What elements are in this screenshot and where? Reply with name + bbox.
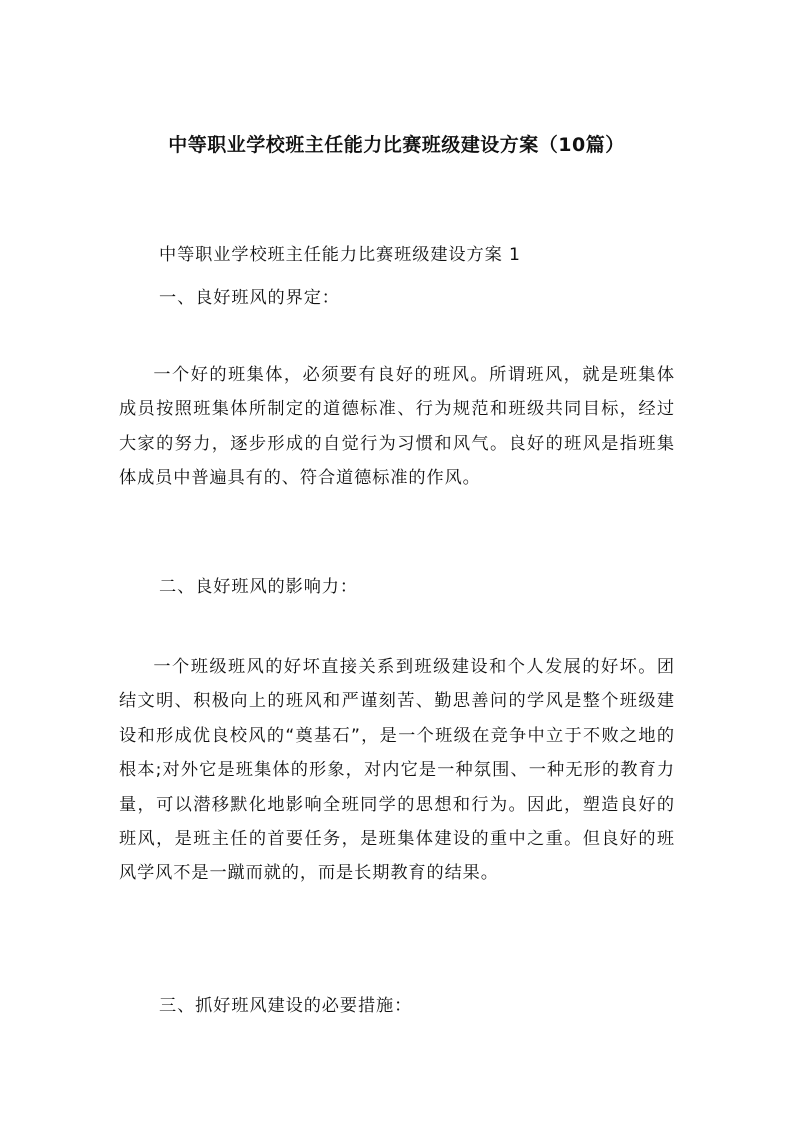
document-title: 中等职业学校班主任能力比赛班级建设方案（10篇） — [168, 134, 625, 156]
section-paragraph-2: 一个班级班风的好坏直接关系到班级建设和个人发展的好坏。团结文明、积极向上的班风和严谨刻苦、勤思善问的学风是整个班级建设和形成优良校风的“奠基石”，是一个班级在竞争中立于不败之地的根本;对外它是班集体的形象，对内它是一种氛围、一种无形的教育力量，可以潜移默化地影响全班同学的思想和行为。因此，塑造良好的班风，是班主任的首要任务，是班集体建设的重中之重。但良好的班风学风不是一蹴而就的，而是长期教育的结果。 — [119, 657, 675, 884]
section-subtitle: 中等职业学校班主任能力比赛班级建设方案 1 — [159, 245, 521, 265]
section-heading-3: 三、抓好班风建设的必要措施： — [159, 996, 413, 1016]
section-heading-1: 一、良好班风的界定： — [159, 288, 340, 308]
section-paragraph-1: 一个好的班集体，必须要有良好的班风。所谓班风，就是班集体成员按照班集体所制定的道德标准、行为规范和班级共同目标，经过大家的努力，逐步形成的自觉行为习惯和风气。良好的班风是指班集体成员中普遍具有的、符合道德标准的作风。 — [119, 365, 675, 489]
section-heading-2: 二、良好班风的影响力： — [159, 577, 358, 597]
